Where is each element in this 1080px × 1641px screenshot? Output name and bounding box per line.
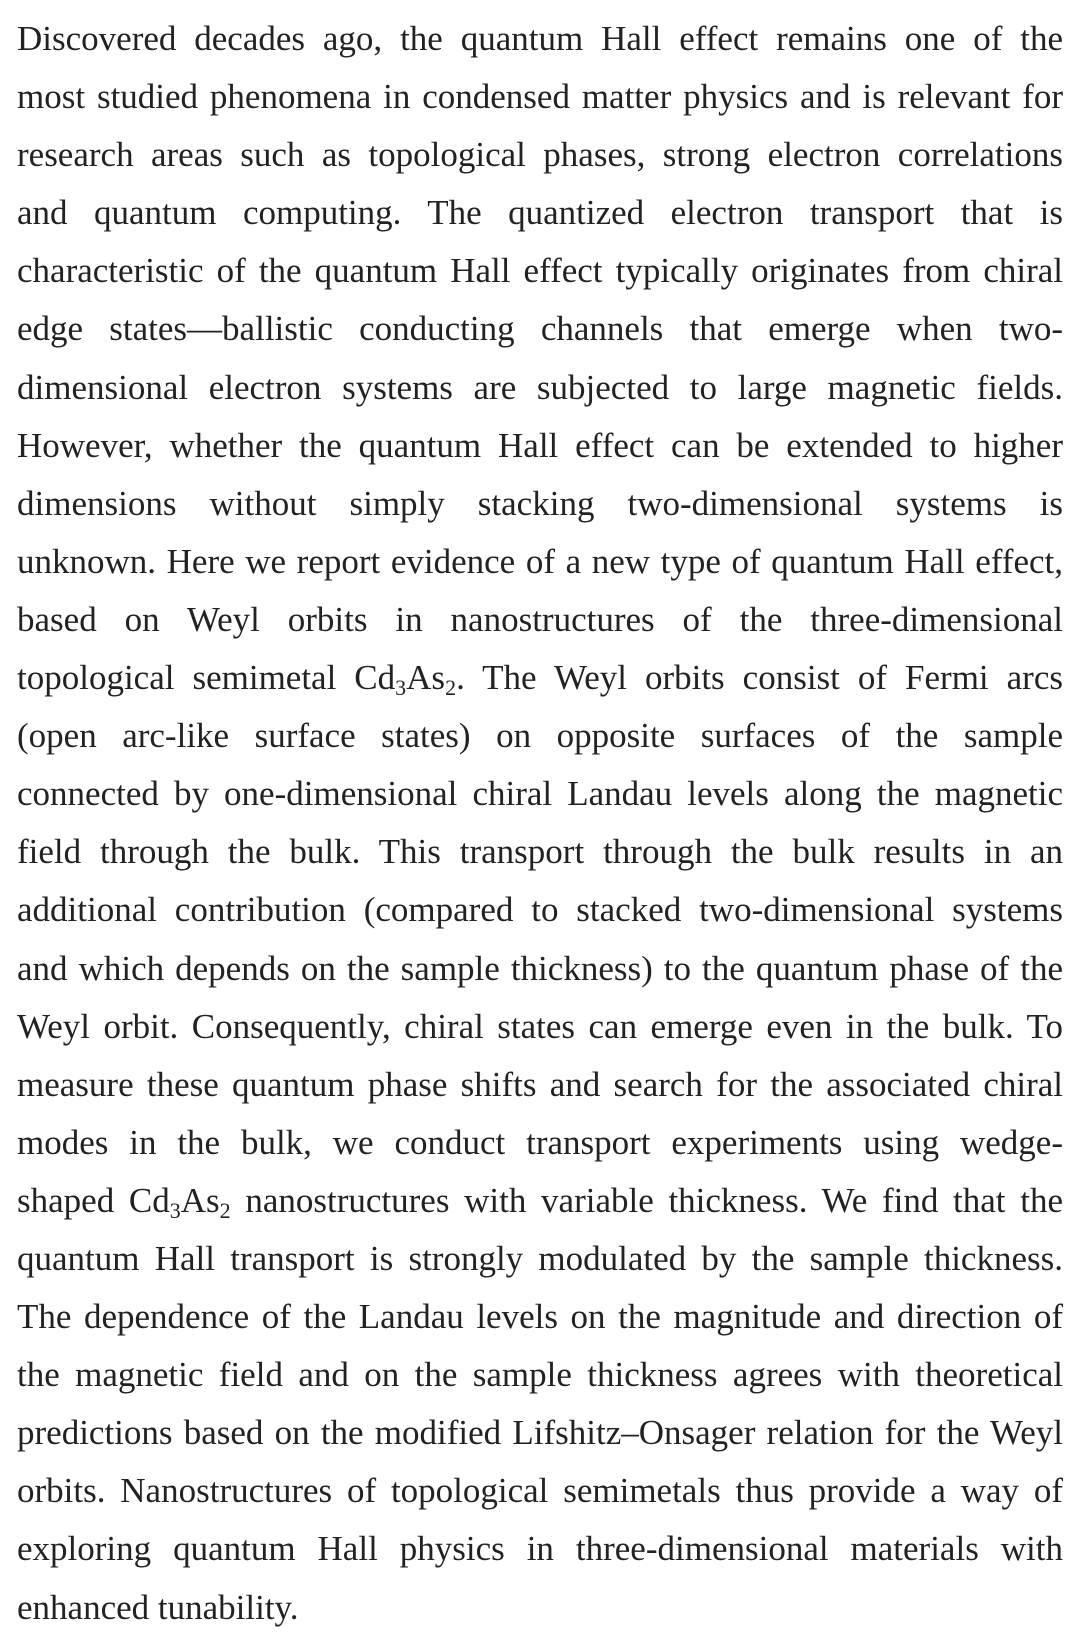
text-segment: As xyxy=(406,658,446,698)
text-line: (open arc-like surface states) on opposite surfaces of the sample xyxy=(17,716,1063,756)
subscript: 3 xyxy=(395,675,407,701)
subscript: 2 xyxy=(445,675,457,701)
subscript: 3 xyxy=(169,1197,181,1223)
text-segment: shaped Cd xyxy=(17,1180,170,1220)
text-segment: topological semimetal Cd xyxy=(17,658,396,698)
text-line: predictions based on the modified Lifshitz–Onsager relation for the Weyl xyxy=(17,1413,1063,1453)
text-line-formula xyxy=(17,649,1063,707)
text-line: Weyl orbit. Consequently, chiral states can emerge even in the bulk. To xyxy=(17,1006,1063,1046)
text-line: exploring quantum Hall physics in three-dimensional materials with xyxy=(17,1529,1063,1569)
text-line: dimensional electron systems are subjected to large magnetic fields. xyxy=(17,367,1063,407)
text-line: unknown. Here we report evidence of a new type of quantum Hall effect, xyxy=(17,541,1063,581)
text-line: connected by one-dimensional chiral Landau levels along the magnetic xyxy=(17,774,1063,814)
text-line: However, whether the quantum Hall effect can be extended to higher xyxy=(17,425,1063,465)
text-line: the magnetic field and on the sample thickness agrees with theoretical xyxy=(17,1355,1063,1395)
subscript: 2 xyxy=(219,1197,231,1223)
text-line: research areas such as topological phases, strong electron correlations xyxy=(17,135,1063,175)
text-line: quantum Hall transport is strongly modulated by the sample thickness. xyxy=(17,1238,1063,1278)
text-line: enhanced tunability. xyxy=(17,1587,299,1627)
text-segment: As xyxy=(180,1180,220,1220)
text-line: dimensions without simply stacking two-dimensional systems is xyxy=(17,483,1063,523)
text-line: and quantum computing. The quantized electron transport that is xyxy=(17,193,1063,233)
text-line: additional contribution (compared to stacked two-dimensional systems xyxy=(17,890,1063,930)
text-line: characteristic of the quantum Hall effect typically originates from chiral xyxy=(17,251,1063,291)
abstract-paragraph xyxy=(17,10,1063,1637)
text-line: based on Weyl orbits in nanostructures of the three-dimensional xyxy=(17,599,1063,639)
text-line: field through the bulk. This transport through the bulk results in an xyxy=(17,832,1063,872)
text-line-formula xyxy=(17,1172,1063,1230)
text-line: orbits. Nanostructures of topological semimetals thus provide a way of xyxy=(17,1471,1063,1511)
text-line: Discovered decades ago, the quantum Hall effect remains one of the xyxy=(17,19,1063,58)
text-segment: nanostructures with variable thickness. We find that the xyxy=(230,1180,1063,1220)
text-line: The dependence of the Landau levels on the magnitude and direction of xyxy=(17,1297,1063,1337)
text-line: most studied phenomena in condensed matter physics and is relevant for xyxy=(17,77,1063,117)
text-line: and which depends on the sample thickness) to the quantum phase of the xyxy=(17,948,1063,988)
text-segment: . The Weyl orbits consist of Fermi arcs xyxy=(456,658,1063,698)
text-line: measure these quantum phase shifts and search for the associated chiral xyxy=(17,1064,1063,1104)
text-line: modes in the bulk, we conduct transport experiments using wedge- xyxy=(17,1122,1063,1162)
text-line: edge states—ballistic conducting channels that emerge when two- xyxy=(17,309,1063,349)
